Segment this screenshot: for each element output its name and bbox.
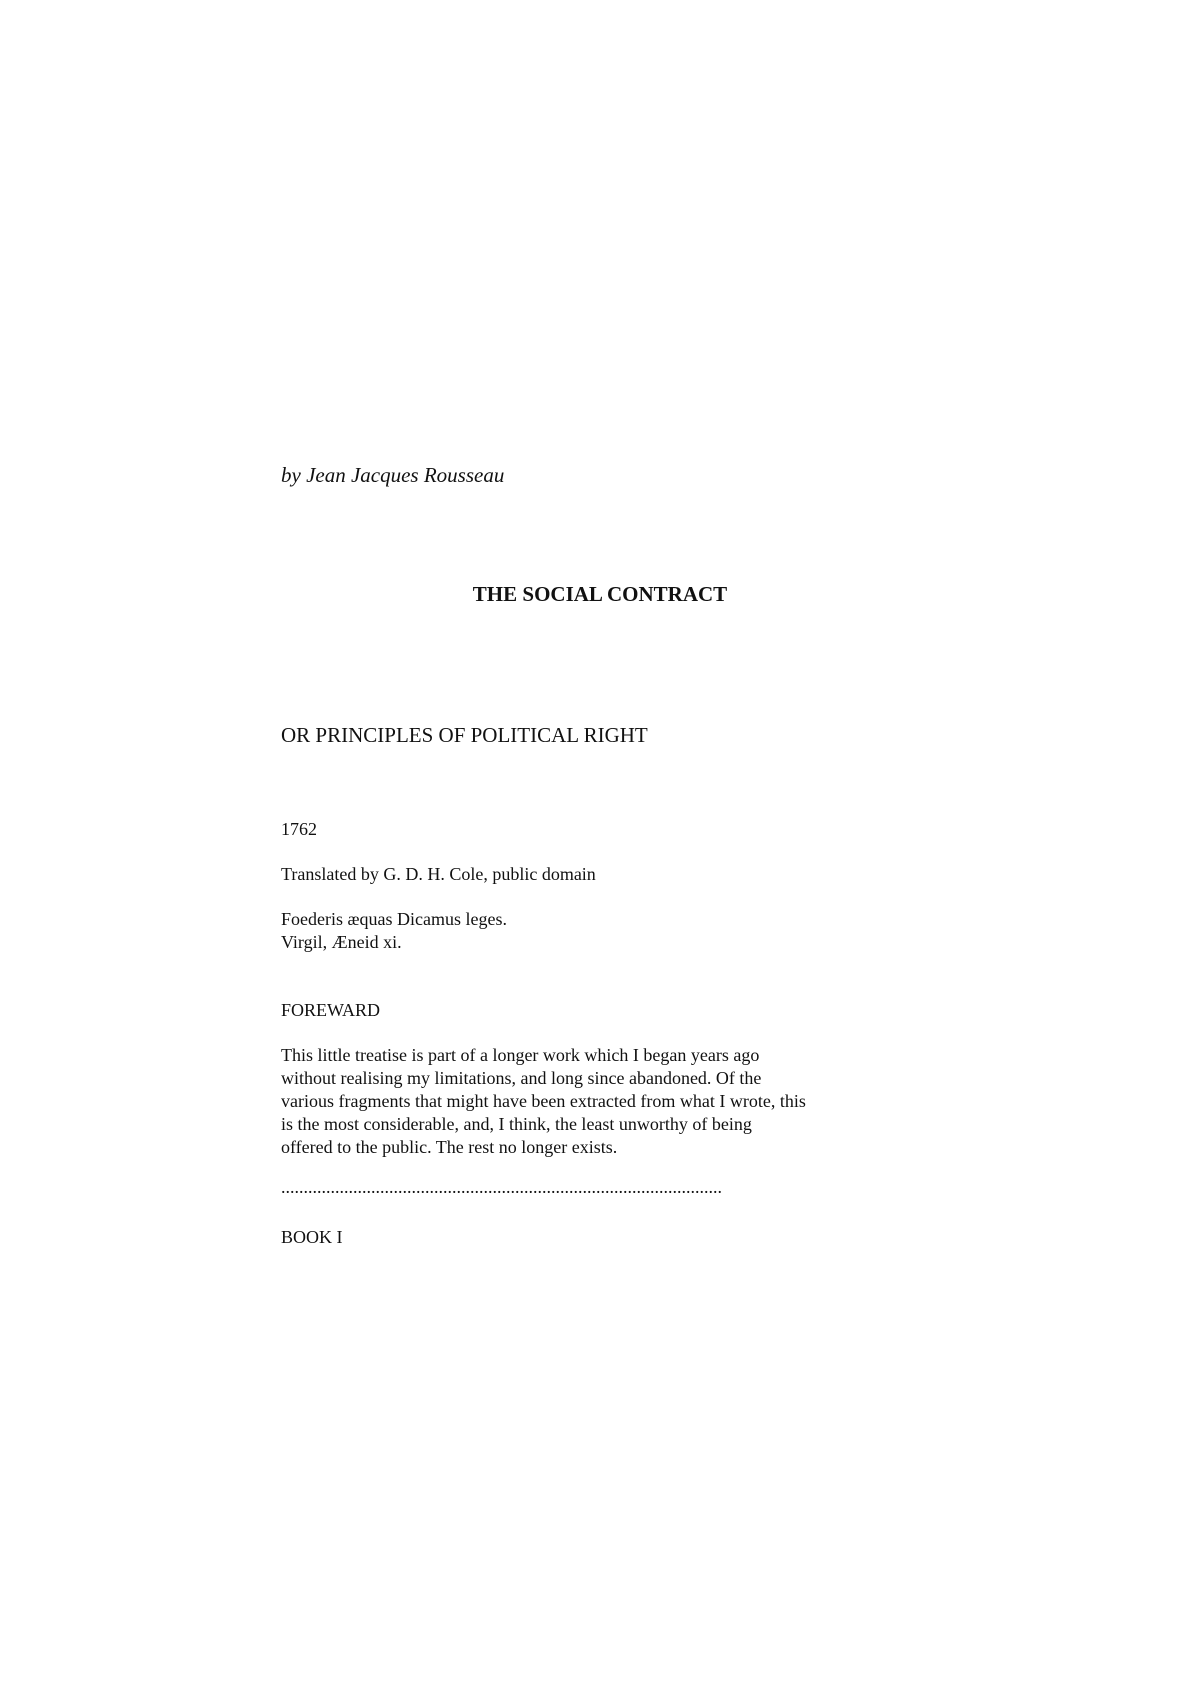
epigraph-source: Virgil, Æneid xi. [281,932,402,952]
epigraph [281,908,507,954]
section-separator: .................................................................................................. [281,1177,722,1197]
foreword-line: This little treatise is part of a longer work which I began years ago [281,1045,760,1065]
foreword-heading: FOREWARD [281,1000,381,1020]
document-title: THE SOCIAL CONTRACT [472,582,728,606]
publication-year: 1762 [281,819,317,839]
foreword-line: without realising my limitations, and long since abandoned. Of the [281,1068,762,1088]
book-heading: BOOK I [281,1227,343,1247]
foreword-line: is the most considerable, and, I think, the least unworthy of being [281,1114,752,1134]
translator-credit: Translated by G. D. H. Cole, public domain [281,864,596,884]
foreword-paragraph [281,1044,806,1159]
foreword-line: offered to the public. The rest no longer exists. [281,1137,618,1157]
author-line: by Jean Jacques Rousseau [281,463,505,487]
document-subtitle: OR PRINCIPLES OF POLITICAL RIGHT [281,723,648,747]
foreword-line: various fragments that might have been extracted from what I wrote, this [281,1091,806,1111]
epigraph-quote: Foederis æquas Dicamus leges. [281,909,507,929]
